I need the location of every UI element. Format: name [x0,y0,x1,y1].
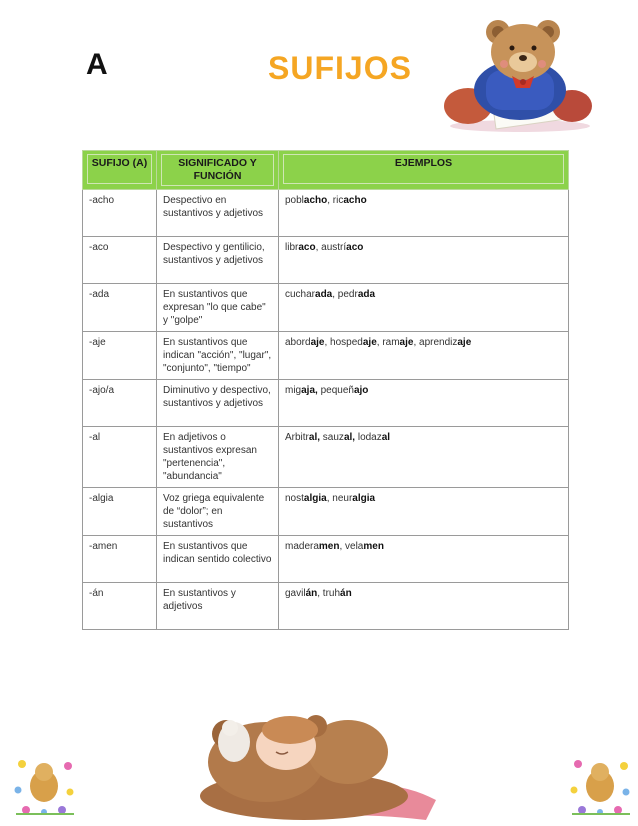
suffix-highlight: al, [308,432,321,443]
header-suffix: SUFIJO (A) [83,151,157,190]
suffix-highlight: ajo [353,385,369,396]
examples-cell [279,284,569,332]
suffix-table [82,150,569,630]
suffix-highlight: aje [310,337,325,348]
word-stem: pequeñ [317,385,354,396]
table-row [83,380,569,427]
word-stem: gavil [285,588,306,599]
suffix-cell: -án [83,583,157,630]
table-row [83,583,569,630]
table-header-row [83,151,569,190]
meaning-cell: En sustantivos que expresan "lo que cabe" y "golpe" [157,284,279,332]
word-stem: sauz [320,432,344,443]
meaning-cell: En adjetivos o sustantivos expresan "pertenencia", "abundancia" [157,427,279,488]
table-row [83,332,569,380]
examples-cell [279,237,569,284]
word-stem: nost [285,493,304,504]
meaning-cell: En sustantivos y adjetivos [157,583,279,630]
meaning-cell: Despectivo y gentilicio, sustantivos y adjetivos [157,237,279,284]
suffix-highlight: án [340,588,352,599]
word-stem: , ric [327,195,344,206]
word-stem: , austrí [315,242,347,253]
examples-cell [279,536,569,583]
meaning-cell: Voz griega equivalente de “dolor”; en sustantivos [157,488,279,536]
suffix-cell: -al [83,427,157,488]
suffix-cell: -algia [83,488,157,536]
word-stem: libr [285,242,299,253]
examples-cell [279,583,569,630]
page-letter: A [86,48,108,81]
table-row [83,536,569,583]
word-stem: , aprendiz [413,337,458,348]
suffix-highlight: acho [343,195,367,206]
suffix-highlight: án [305,588,318,599]
word-stem: , neur [326,493,353,504]
suffix-highlight: men [318,541,340,552]
meaning-cell: Diminutivo y despectivo, sustantivos y adjetivos [157,380,279,427]
table-row [83,190,569,237]
word-stem: , truh [317,588,341,599]
table-row [83,284,569,332]
table-row [83,488,569,536]
examples-cell [279,190,569,237]
sleeping-baby-bear-illustration [186,704,444,822]
suffix-highlight: aco [346,242,364,253]
suffix-highlight: al, [343,432,356,443]
word-stem: , ram [376,337,400,348]
word-stem: abord [285,337,311,348]
word-stem: , pedr [332,289,358,300]
suffix-highlight: ada [357,289,376,300]
flower-bear-ornament-right [566,750,636,818]
meaning-cell: Despectivo en sustantivos y adjetivos [157,190,279,237]
header-meaning: SIGNIFICADO Y FUNCIÓN [157,151,279,190]
header-examples: EJEMPLOS [279,151,569,190]
suffix-highlight: aja, [301,385,318,396]
flower-bear-ornament-left [10,750,80,818]
table-row [83,237,569,284]
word-stem: cuchar [285,289,316,300]
suffix-highlight: aje [399,337,414,348]
suffix-cell: -amen [83,536,157,583]
examples-cell [279,488,569,536]
examples-cell [279,427,569,488]
suffix-highlight: acho [303,195,328,206]
suffix-cell: -aco [83,237,157,284]
examples-cell [279,332,569,380]
word-stem: , vela [339,541,364,552]
suffix-highlight: aje [457,337,472,348]
word-stem: pobl [285,195,304,206]
suffix-highlight: algia [303,493,327,504]
word-stem: lodaz [355,432,382,443]
suffix-highlight: aco [298,242,316,253]
suffix-highlight: algia [352,493,376,504]
suffix-cell: -acho [83,190,157,237]
examples-cell [279,380,569,427]
word-stem: madera [285,541,319,552]
teddy-bear-illustration [440,8,598,132]
suffix-cell: -aje [83,332,157,380]
page-title: SUFIJOS [268,50,412,86]
suffix-highlight: al [381,432,391,443]
word-stem: Arbitr [285,432,309,443]
suffix-highlight: aje [362,337,377,348]
meaning-cell: En sustantivos que indican sentido colectivo [157,536,279,583]
table-row [83,427,569,488]
suffix-highlight: men [363,541,384,552]
word-stem: mig [285,385,302,396]
suffix-highlight: ada [315,289,333,300]
suffix-cell: -ajo/a [83,380,157,427]
suffix-cell: -ada [83,284,157,332]
meaning-cell: En sustantivos que indican "acción", "lugar", "conjunto", "tiempo" [157,332,279,380]
word-stem: , hosped [324,337,363,348]
